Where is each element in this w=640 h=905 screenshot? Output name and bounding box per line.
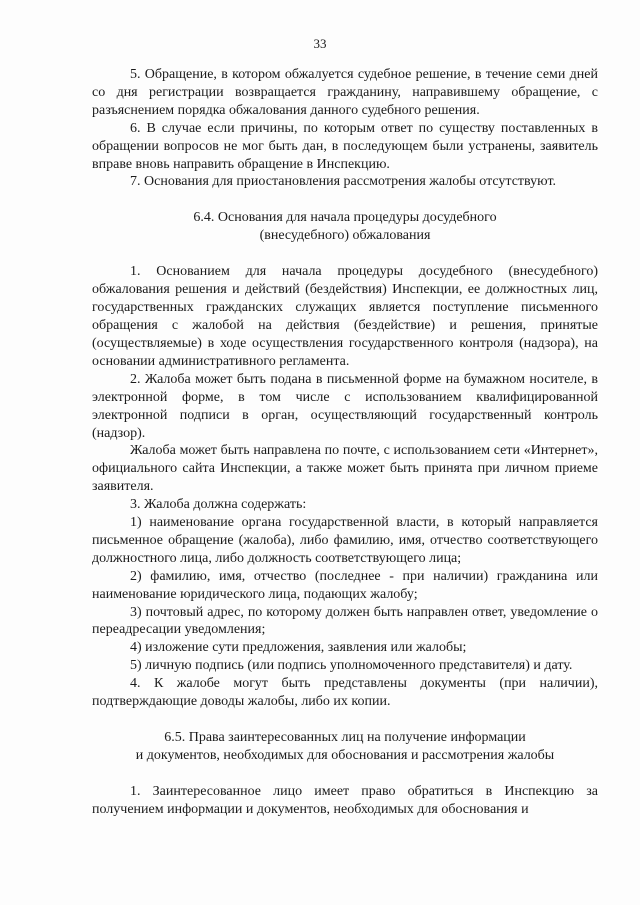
- list-item-1: 1) наименование органа государственной власти, в который направляется письменное обращение (жалоба), либо фамилию, имя, отчество соответствующего должностного лица, либо должность соответствующего лица;: [92, 515, 598, 566]
- paragraph-6-5-1: 1. Заинтересованное лицо имеет право обратиться в Инспекцию за получением информации и документов, необходимых для обоснования и: [92, 784, 598, 817]
- list-item-4: 4) изложение сути предложения, заявления или жалобы;: [130, 640, 467, 656]
- page-number: 33: [313, 36, 327, 51]
- section-heading-6-4-line-2: (внесудебного) обжалования: [259, 228, 431, 244]
- section-heading-6-5-line-1: 6.5. Права заинтересованных лиц на получение информации: [164, 730, 526, 745]
- paragraph-7: 7. Основания для приостановления рассмотрения жалобы отсутствуют.: [130, 174, 557, 190]
- paragraph-6-4-2: 2. Жалоба может быть подана в письменной форме на бумажном носителе, в электронной форме, в том числе с использованием квалифицированной электронной подписи в орган, осуществляющий государственный контроль (надзор).: [92, 371, 598, 441]
- paragraph-5: 5. Обращение, в котором обжалуется судебное решение, в течение семи дней со дня регистрации возвращается гражданину, направившему обращение, с разъяснением порядка обжалования данного судебного решения.: [92, 67, 598, 118]
- paragraph-6-4-2-mail: Жалоба может быть направлена по почте, с использованием сети «Интернет», официального сайта Инспекции, а также может быть принята при личном приеме заявителя.: [92, 443, 598, 495]
- section-heading-6-4: [92, 209, 598, 245]
- page-content: [92, 66, 598, 819]
- list-item-2: 2) фамилию, имя, отчество (последнее - при наличии) гражданина или наименование юридического лица, подающих жалобу;: [92, 568, 598, 602]
- paragraph-6-4-4: 4. К жалобе могут быть представлены документы (при наличии), подтверждающие доводы жалобы, либо их копии.: [92, 676, 598, 710]
- paragraph-6-4-3: 3. Жалоба должна содержать:: [130, 497, 307, 513]
- paragraph-6-4-1: 1. Основанием для начала процедуры досудебного (внесудебного) обжалования решения и действий (бездействия) Инспекции, ее должностных лиц, государственных гражданских служащих является поступление письменного обращения с жалобой на действия (бездействие) и решения, принятые (осуществляемые) в ходе осуществления государственного контроля (надзора), на основании административного регламента.: [92, 264, 598, 369]
- paragraph-6: 6. В случае если причины, по которым ответ по существу поставленных в обращении вопросов не мог быть дан, в последующем были устранены, заявитель вправе вновь направить обращение в Инспекцию.: [92, 120, 598, 172]
- section-heading-6-4-line-1: 6.4. Основания для начала процедуры досудебного: [193, 210, 497, 226]
- section-heading-6-5: [92, 729, 598, 765]
- section-heading-6-5-line-2: и документов, необходимых для обоснования и рассмотрения жалобы: [135, 748, 555, 763]
- list-item-3: 3) почтовый адрес, по которому должен быть направлен ответ, уведомление о переадресации уведомления;: [92, 604, 598, 638]
- list-item-5: 5) личную подпись (или подпись уполномоченного представителя) и дату.: [130, 658, 573, 674]
